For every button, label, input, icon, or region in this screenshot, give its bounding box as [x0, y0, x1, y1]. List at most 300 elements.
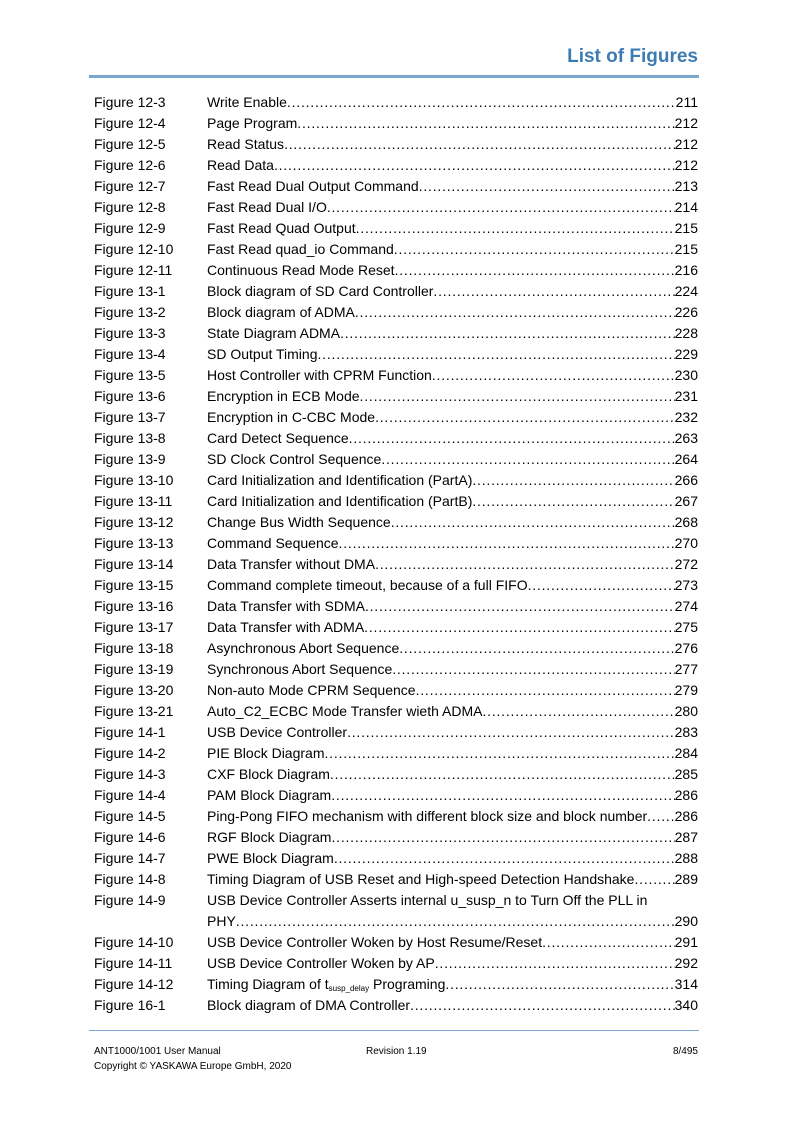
- figure-page: 291: [674, 934, 698, 950]
- entry-line: [207, 848, 698, 869]
- figure-entry: [207, 260, 698, 281]
- figure-entry: [207, 92, 698, 113]
- dot-leader: [356, 218, 675, 239]
- entry-line: [207, 344, 698, 365]
- figure-title: USB Device Controller: [207, 724, 348, 740]
- toc-entry[interactable]: [94, 449, 698, 470]
- figure-number: Figure 14-1: [94, 724, 166, 740]
- figure-number: Figure 12-3: [94, 94, 166, 110]
- figure-title: Block diagram of SD Card Controller: [207, 283, 434, 299]
- entry-line: [207, 323, 698, 344]
- toc-entry[interactable]: [94, 995, 698, 1016]
- figure-entry: [207, 953, 698, 974]
- entry-line: [207, 239, 698, 260]
- figure-number: Figure 14-4: [94, 787, 166, 803]
- toc-entry[interactable]: [94, 302, 698, 323]
- figure-entry: [207, 491, 698, 512]
- figure-number: Figure 13-18: [94, 640, 174, 656]
- figure-page: 285: [674, 766, 698, 782]
- entry-line: [207, 512, 698, 533]
- figure-number: Figure 13-16: [94, 598, 174, 614]
- figure-number: Figure 13-7: [94, 409, 166, 425]
- toc-entry[interactable]: [94, 134, 698, 155]
- figure-number: Figure 13-10: [94, 472, 174, 488]
- figure-entry: [207, 764, 698, 785]
- figure-title: Host Controller with CPRM Function: [207, 367, 432, 383]
- toc-entry[interactable]: [94, 722, 698, 743]
- figure-title: Auto_C2_ECBC Mode Transfer wieth ADMA: [207, 703, 483, 719]
- entry-line: [207, 302, 698, 323]
- entry-line: [207, 365, 698, 386]
- toc-entry[interactable]: [94, 197, 698, 218]
- figure-page: 268: [674, 514, 698, 530]
- figure-entry: [207, 848, 698, 869]
- dot-leader: [395, 260, 675, 281]
- entry-line: [207, 869, 698, 890]
- figure-title: Card Initialization and Identification (PartB): [207, 493, 473, 509]
- toc-entry[interactable]: [94, 953, 698, 974]
- figure-title: State Diagram ADMA: [207, 325, 341, 341]
- footer-divider: [89, 1030, 699, 1031]
- figure-entry: [207, 932, 698, 953]
- figure-page: 289: [674, 871, 698, 887]
- figure-entry: [207, 218, 698, 239]
- dot-leader: [365, 596, 675, 617]
- toc-entry[interactable]: [94, 869, 698, 890]
- figure-page: 275: [674, 619, 698, 635]
- figure-title: SD Output Timing: [207, 346, 318, 362]
- figure-title: PIE Block Diagram: [207, 745, 325, 761]
- figure-title: Ping-Pong FIFO mechanism with different block size and block number: [207, 808, 648, 824]
- entry-line: [207, 659, 698, 680]
- figure-page: 272: [674, 556, 698, 572]
- entry-line: [207, 995, 698, 1016]
- toc-entry[interactable]: [94, 638, 698, 659]
- dot-leader: [435, 953, 675, 974]
- figure-number: Figure 12-6: [94, 157, 166, 173]
- figure-page: 228: [674, 325, 698, 341]
- dot-leader: [482, 701, 674, 722]
- figure-number: Figure 14-6: [94, 829, 166, 845]
- dot-leader: [287, 92, 676, 113]
- dot-leader: [394, 239, 675, 260]
- figure-title: Data Transfer with ADMA: [207, 619, 365, 635]
- figure-entry: [207, 974, 698, 995]
- entry-line: [207, 911, 698, 932]
- dot-leader: [472, 470, 674, 491]
- figure-entry: [207, 113, 698, 134]
- dot-leader: [375, 554, 675, 575]
- entry-line: [207, 176, 698, 197]
- figure-entry: [207, 512, 698, 533]
- entry-line: [207, 218, 698, 239]
- entry-line: [207, 92, 698, 113]
- figure-entry: [207, 239, 698, 260]
- figure-entry: [207, 575, 698, 596]
- figure-title: Timing Diagram of USB Reset and High-speed Detection Handshake: [207, 871, 635, 887]
- dot-leader: [339, 533, 675, 554]
- dot-leader: [236, 911, 675, 932]
- figure-page: 280: [674, 703, 698, 719]
- figure-number: Figure 13-13: [94, 535, 174, 551]
- figure-title: Continuous Read Mode Reset: [207, 262, 395, 278]
- toc-entry[interactable]: [94, 92, 698, 113]
- figure-number: Figure 12-4: [94, 115, 166, 131]
- figure-title: PAM Block Diagram: [207, 787, 332, 803]
- toc-entry[interactable]: [94, 239, 698, 260]
- figure-title: PWE Block Diagram: [207, 850, 334, 866]
- dot-leader: [472, 491, 674, 512]
- figure-page: 212: [674, 115, 698, 131]
- figure-number: Figure 12-5: [94, 136, 166, 152]
- figure-page: 232: [674, 409, 698, 425]
- figure-number: Figure 13-6: [94, 388, 166, 404]
- figure-entry: [207, 554, 698, 575]
- toc-entry[interactable]: [94, 785, 698, 806]
- toc-entry[interactable]: [94, 155, 698, 176]
- entry-line: [207, 680, 698, 701]
- figure-number: Figure 13-14: [94, 556, 174, 572]
- figure-page: 267: [674, 493, 698, 509]
- figure-page: 229: [674, 346, 698, 362]
- dot-leader: [634, 869, 674, 890]
- entry-line: [207, 806, 698, 827]
- figure-page: 224: [674, 283, 698, 299]
- dot-leader: [347, 722, 675, 743]
- figure-title: Block diagram of DMA Controller: [207, 997, 411, 1013]
- figure-entry: [207, 701, 698, 722]
- figure-number: Figure 13-11: [94, 493, 173, 509]
- figure-number: Figure 13-3: [94, 325, 166, 341]
- figure-page: 274: [674, 598, 698, 614]
- figure-title-cont: PHY: [207, 913, 236, 929]
- dot-leader: [340, 323, 675, 344]
- figure-title: RGF Block Diagram: [207, 829, 332, 845]
- title-subscript: susp_delay: [328, 984, 370, 993]
- figure-page: 286: [674, 808, 698, 824]
- figure-page: 213: [674, 178, 698, 194]
- toc-entry[interactable]: [94, 260, 698, 281]
- toc-entry[interactable]: [94, 365, 698, 386]
- figure-number: Figure 13-15: [94, 577, 174, 593]
- toc-entry[interactable]: [94, 680, 698, 701]
- figure-page: 290: [674, 913, 698, 929]
- figure-entry: [207, 134, 698, 155]
- figure-title: Fast Read Dual Output Command: [207, 178, 419, 194]
- dot-leader: [375, 407, 675, 428]
- figure-page: 214: [674, 199, 698, 215]
- figure-page: 263: [674, 430, 698, 446]
- toc-entry[interactable]: [94, 764, 698, 785]
- figure-page: 215: [674, 220, 698, 236]
- figure-page: 292: [674, 955, 698, 971]
- figure-page: 216: [674, 262, 698, 278]
- figure-entry: [207, 890, 698, 932]
- entry-line: [207, 596, 698, 617]
- toc-entry[interactable]: [94, 596, 698, 617]
- figure-entry: [207, 785, 698, 806]
- dot-leader: [391, 512, 675, 533]
- figure-number: Figure 13-17: [94, 619, 174, 635]
- figure-entry: [207, 827, 698, 848]
- figure-title: Change Bus Width Sequence: [207, 514, 391, 530]
- figure-number: Figure 14-12: [94, 976, 174, 992]
- figure-entry: [207, 197, 698, 218]
- figure-title: SD Clock Control Sequence: [207, 451, 382, 467]
- figure-title: Write Enable: [207, 94, 287, 110]
- figure-number: Figure 14-2: [94, 745, 166, 761]
- entry-line: [207, 260, 698, 281]
- figure-entry: [207, 995, 698, 1016]
- dot-leader: [331, 785, 674, 806]
- toc-entry[interactable]: [94, 470, 698, 491]
- entry-line: [207, 701, 698, 722]
- figure-title: Command complete timeout, because of a full FIFO: [207, 577, 528, 593]
- dot-leader: [274, 155, 675, 176]
- figure-entry: [207, 638, 698, 659]
- toc-entry[interactable]: [94, 743, 698, 764]
- figure-number: Figure 13-21: [94, 703, 174, 719]
- dot-leader: [410, 995, 675, 1016]
- entry-line: [207, 449, 698, 470]
- entry-line: [207, 113, 698, 134]
- figure-page: 279: [674, 682, 698, 698]
- figure-title: USB Device Controller Asserts internal u_susp_n to Turn Off the PLL in: [207, 892, 648, 908]
- figure-entry: [207, 596, 698, 617]
- figure-entry: [207, 428, 698, 449]
- figure-entry: [207, 344, 698, 365]
- toc-entry[interactable]: [94, 344, 698, 365]
- entry-line: [207, 764, 698, 785]
- entry-line: [207, 890, 698, 911]
- figure-number: Figure 13-12: [94, 514, 174, 530]
- toc-entry[interactable]: [94, 176, 698, 197]
- header-divider: [89, 75, 699, 78]
- figure-title: Card Detect Sequence: [207, 430, 349, 446]
- toc-entry[interactable]: [94, 533, 698, 554]
- copyright: Copyright © YASKAWA Europe GmbH, 2020: [94, 1061, 292, 1072]
- toc-entry[interactable]: [94, 407, 698, 428]
- dot-leader: [360, 386, 675, 407]
- revision: Revision 1.19: [366, 1046, 427, 1057]
- figure-entry: [207, 365, 698, 386]
- dot-leader: [445, 974, 674, 995]
- entry-line: [207, 575, 698, 596]
- toc-entry[interactable]: [94, 491, 698, 512]
- figure-title: Non-auto Mode CPRM Sequence: [207, 682, 416, 698]
- figure-title: Data Transfer without DMA: [207, 556, 376, 572]
- figure-number: Figure 14-10: [94, 934, 174, 950]
- dot-leader: [364, 617, 674, 638]
- entry-line: [207, 953, 698, 974]
- figure-page: 287: [674, 829, 698, 845]
- figure-number: Figure 13-4: [94, 346, 166, 362]
- figure-number: Figure 13-19: [94, 661, 174, 677]
- dot-leader: [419, 176, 675, 197]
- figure-entry: [207, 386, 698, 407]
- toc-entry[interactable]: [94, 281, 698, 302]
- figure-title: Asynchronous Abort Sequence: [207, 640, 400, 656]
- toc-entry[interactable]: [94, 890, 698, 932]
- figure-number: Figure 12-11: [94, 262, 173, 278]
- figure-page: 270: [674, 535, 698, 551]
- figure-title: Data Transfer with SDMA: [207, 598, 365, 614]
- toc-entry[interactable]: [94, 974, 698, 995]
- figure-title: Encryption in ECB Mode: [207, 388, 360, 404]
- figure-entry: [207, 533, 698, 554]
- figure-title: Block diagram of ADMA: [207, 304, 355, 320]
- figure-entry: [207, 155, 698, 176]
- dot-leader: [355, 302, 675, 323]
- toc-entry[interactable]: [94, 218, 698, 239]
- dot-leader: [318, 344, 675, 365]
- figure-number: Figure 13-2: [94, 304, 166, 320]
- figure-number: Figure 16-1: [94, 997, 166, 1013]
- figure-page: 276: [674, 640, 698, 656]
- figure-number: Figure 12-10: [94, 241, 174, 257]
- toc-entry[interactable]: [94, 617, 698, 638]
- entry-line: [207, 470, 698, 491]
- figure-entry: [207, 449, 698, 470]
- dot-leader: [381, 449, 674, 470]
- toc-entry[interactable]: [94, 575, 698, 596]
- figure-page: 314: [674, 976, 698, 992]
- manual-name: ANT1000/1001 User Manual: [94, 1046, 221, 1057]
- toc-entry[interactable]: [94, 701, 698, 722]
- figure-title: Fast Read Quad Output: [207, 220, 356, 236]
- entry-line: [207, 407, 698, 428]
- figure-number: Figure 12-7: [94, 178, 166, 194]
- page-title: List of Figures: [567, 46, 698, 67]
- entry-line: [207, 554, 698, 575]
- figure-title: Fast Read quad_io Command: [207, 241, 394, 257]
- figure-page: 340: [674, 997, 698, 1013]
- figure-page: 226: [674, 304, 698, 320]
- figure-page: 212: [674, 157, 698, 173]
- figure-page: 211: [675, 94, 698, 110]
- figure-number: Figure 12-9: [94, 220, 166, 236]
- dot-leader: [331, 827, 674, 848]
- title-part: Programing: [369, 976, 446, 992]
- dot-leader: [433, 281, 674, 302]
- figure-title: Command Sequence: [207, 535, 339, 551]
- page-number: 8/495: [672, 1046, 698, 1057]
- dot-leader: [528, 575, 675, 596]
- figure-entry: [207, 323, 698, 344]
- figure-title: Fast Read Dual I/O: [207, 199, 327, 215]
- dot-leader: [284, 134, 675, 155]
- dot-leader: [297, 113, 674, 134]
- figure-number: Figure 13-1: [94, 283, 166, 299]
- figure-page: 286: [674, 787, 698, 803]
- figure-title: Read Data: [207, 157, 274, 173]
- toc-entry[interactable]: [94, 659, 698, 680]
- entry-line: [207, 428, 698, 449]
- entry-line: [207, 785, 698, 806]
- title-part: Timing Diagram of t: [207, 976, 329, 992]
- figure-title: Encryption in C-CBC Mode: [207, 409, 376, 425]
- footer-left: [94, 1044, 291, 1074]
- dot-leader: [416, 680, 675, 701]
- toc-entry[interactable]: [94, 932, 698, 953]
- figure-title: USB Device Controller Woken by AP: [207, 955, 435, 971]
- toc-entry[interactable]: [94, 554, 698, 575]
- figure-entry: [207, 680, 698, 701]
- figure-page: 215: [674, 241, 698, 257]
- figure-page: 230: [674, 367, 698, 383]
- dot-leader: [399, 638, 674, 659]
- figure-number: Figure 14-11: [94, 955, 173, 971]
- figure-entry: [207, 743, 698, 764]
- figure-title: Page Program: [207, 115, 298, 131]
- toc-entry[interactable]: [94, 113, 698, 134]
- toc-entry[interactable]: [94, 428, 698, 449]
- figure-entry: [207, 869, 698, 890]
- list-of-figures: [94, 92, 698, 1016]
- toc-entry[interactable]: [94, 512, 698, 533]
- figure-number: Figure 13-20: [94, 682, 174, 698]
- figure-page: 288: [674, 850, 698, 866]
- entry-line: [207, 197, 698, 218]
- toc-entry[interactable]: [94, 848, 698, 869]
- entry-line: [207, 386, 698, 407]
- figure-entry: [207, 302, 698, 323]
- entry-line: [207, 638, 698, 659]
- toc-entry[interactable]: [94, 386, 698, 407]
- entry-line: [207, 743, 698, 764]
- toc-entry[interactable]: [94, 806, 698, 827]
- figure-entry: [207, 617, 698, 638]
- entry-line: [207, 722, 698, 743]
- entry-line: [207, 491, 698, 512]
- toc-entry[interactable]: [94, 323, 698, 344]
- entry-line: [207, 617, 698, 638]
- figure-number: Figure 14-8: [94, 871, 166, 887]
- entry-line: [207, 827, 698, 848]
- figure-page: 283: [674, 724, 698, 740]
- toc-entry[interactable]: [94, 827, 698, 848]
- entry-line: [207, 134, 698, 155]
- entry-line: [207, 155, 698, 176]
- figure-entry: [207, 407, 698, 428]
- figure-number: Figure 13-9: [94, 451, 166, 467]
- figure-page: 231: [674, 388, 698, 404]
- dot-leader: [392, 659, 674, 680]
- figure-number: Figure 13-5: [94, 367, 166, 383]
- figure-entry: [207, 659, 698, 680]
- figure-title: CXF Block Diagram: [207, 766, 330, 782]
- entry-line: [207, 974, 698, 995]
- figure-page: 277: [674, 661, 698, 677]
- figure-page: 212: [674, 136, 698, 152]
- figure-page: 264: [674, 451, 698, 467]
- figure-title: USB Device Controller Woken by Host Resume/Reset: [207, 934, 543, 950]
- figure-entry: [207, 806, 698, 827]
- dot-leader: [647, 806, 674, 827]
- figure-title: Read Status: [207, 136, 285, 152]
- dot-leader: [327, 197, 675, 218]
- figure-title: Card Initialization and Identification (PartA): [207, 472, 473, 488]
- figure-entry: [207, 470, 698, 491]
- figure-number: Figure 12-8: [94, 199, 166, 215]
- dot-leader: [542, 932, 675, 953]
- figure-number: Figure 14-3: [94, 766, 166, 782]
- figure-entry: [207, 281, 698, 302]
- entry-line: [207, 281, 698, 302]
- figure-page: 266: [674, 472, 698, 488]
- entry-line: [207, 932, 698, 953]
- figure-entry: [207, 176, 698, 197]
